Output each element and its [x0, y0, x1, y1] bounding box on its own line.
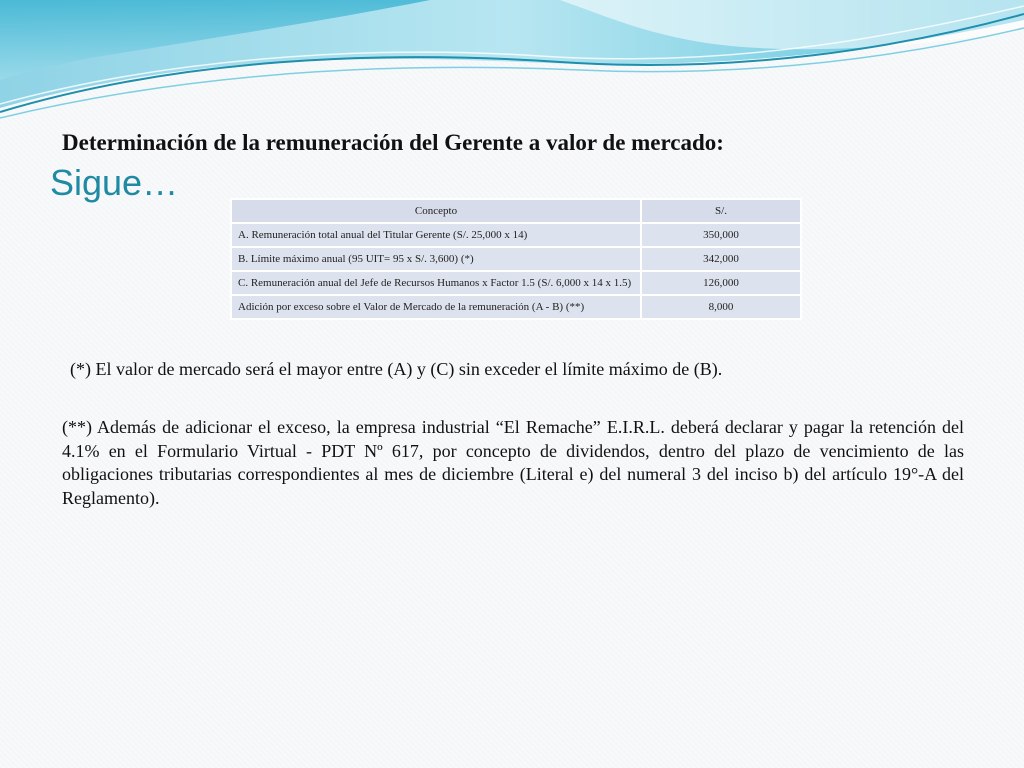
- table-header-row: [231, 199, 801, 223]
- table-row: [231, 247, 801, 271]
- column-header-amount: S/.: [641, 199, 801, 223]
- remuneration-table: [230, 198, 802, 320]
- concept-cell: A. Remuneración total anual del Titular Gerente (S/. 25,000 x 14): [231, 223, 641, 247]
- footnote-dividend-retention: (**) Además de adicionar el exceso, la empresa industrial “El Remache” E.I.R.L. deberá declarar y pagar la retención del 4.1% en el Formulario Virtual - PDT Nº 617, por concepto de dividendos, dentro del plazo de vencimiento de las obligaciones tributarias correspondientes al mes de diciembre (Literal e) del numeral 3 del inciso b) del artículo 19°-A del Reglamento).: [62, 417, 964, 508]
- concept-cell: B. Límite máximo anual (95 UIT= 95 x S/. 3,600) (*): [231, 247, 641, 271]
- amount-cell: 126,000: [641, 271, 801, 295]
- table-row: [231, 295, 801, 319]
- amount-cell: 350,000: [641, 223, 801, 247]
- header-wave-decoration: [0, 0, 1024, 130]
- amount-cell: 342,000: [641, 247, 801, 271]
- slide-subtitle: Determinación de la remuneración del Gerente a valor de mercado:: [62, 130, 724, 155]
- concept-cell: C. Remuneración anual del Jefe de Recursos Humanos x Factor 1.5 (S/. 6,000 x 14 x 1.5): [231, 271, 641, 295]
- table-row: [231, 271, 801, 295]
- amount-cell: 8,000: [641, 295, 801, 319]
- footnote-market-value: (*) El valor de mercado será el mayor entre (A) y (C) sin exceder el límite máximo de (B).: [70, 359, 723, 379]
- concept-cell: Adición por exceso sobre el Valor de Mercado de la remuneración (A - B) (**): [231, 295, 641, 319]
- table-row: [231, 223, 801, 247]
- column-header-concept: Concepto: [231, 199, 641, 223]
- slide-title: Sigue…: [50, 162, 179, 203]
